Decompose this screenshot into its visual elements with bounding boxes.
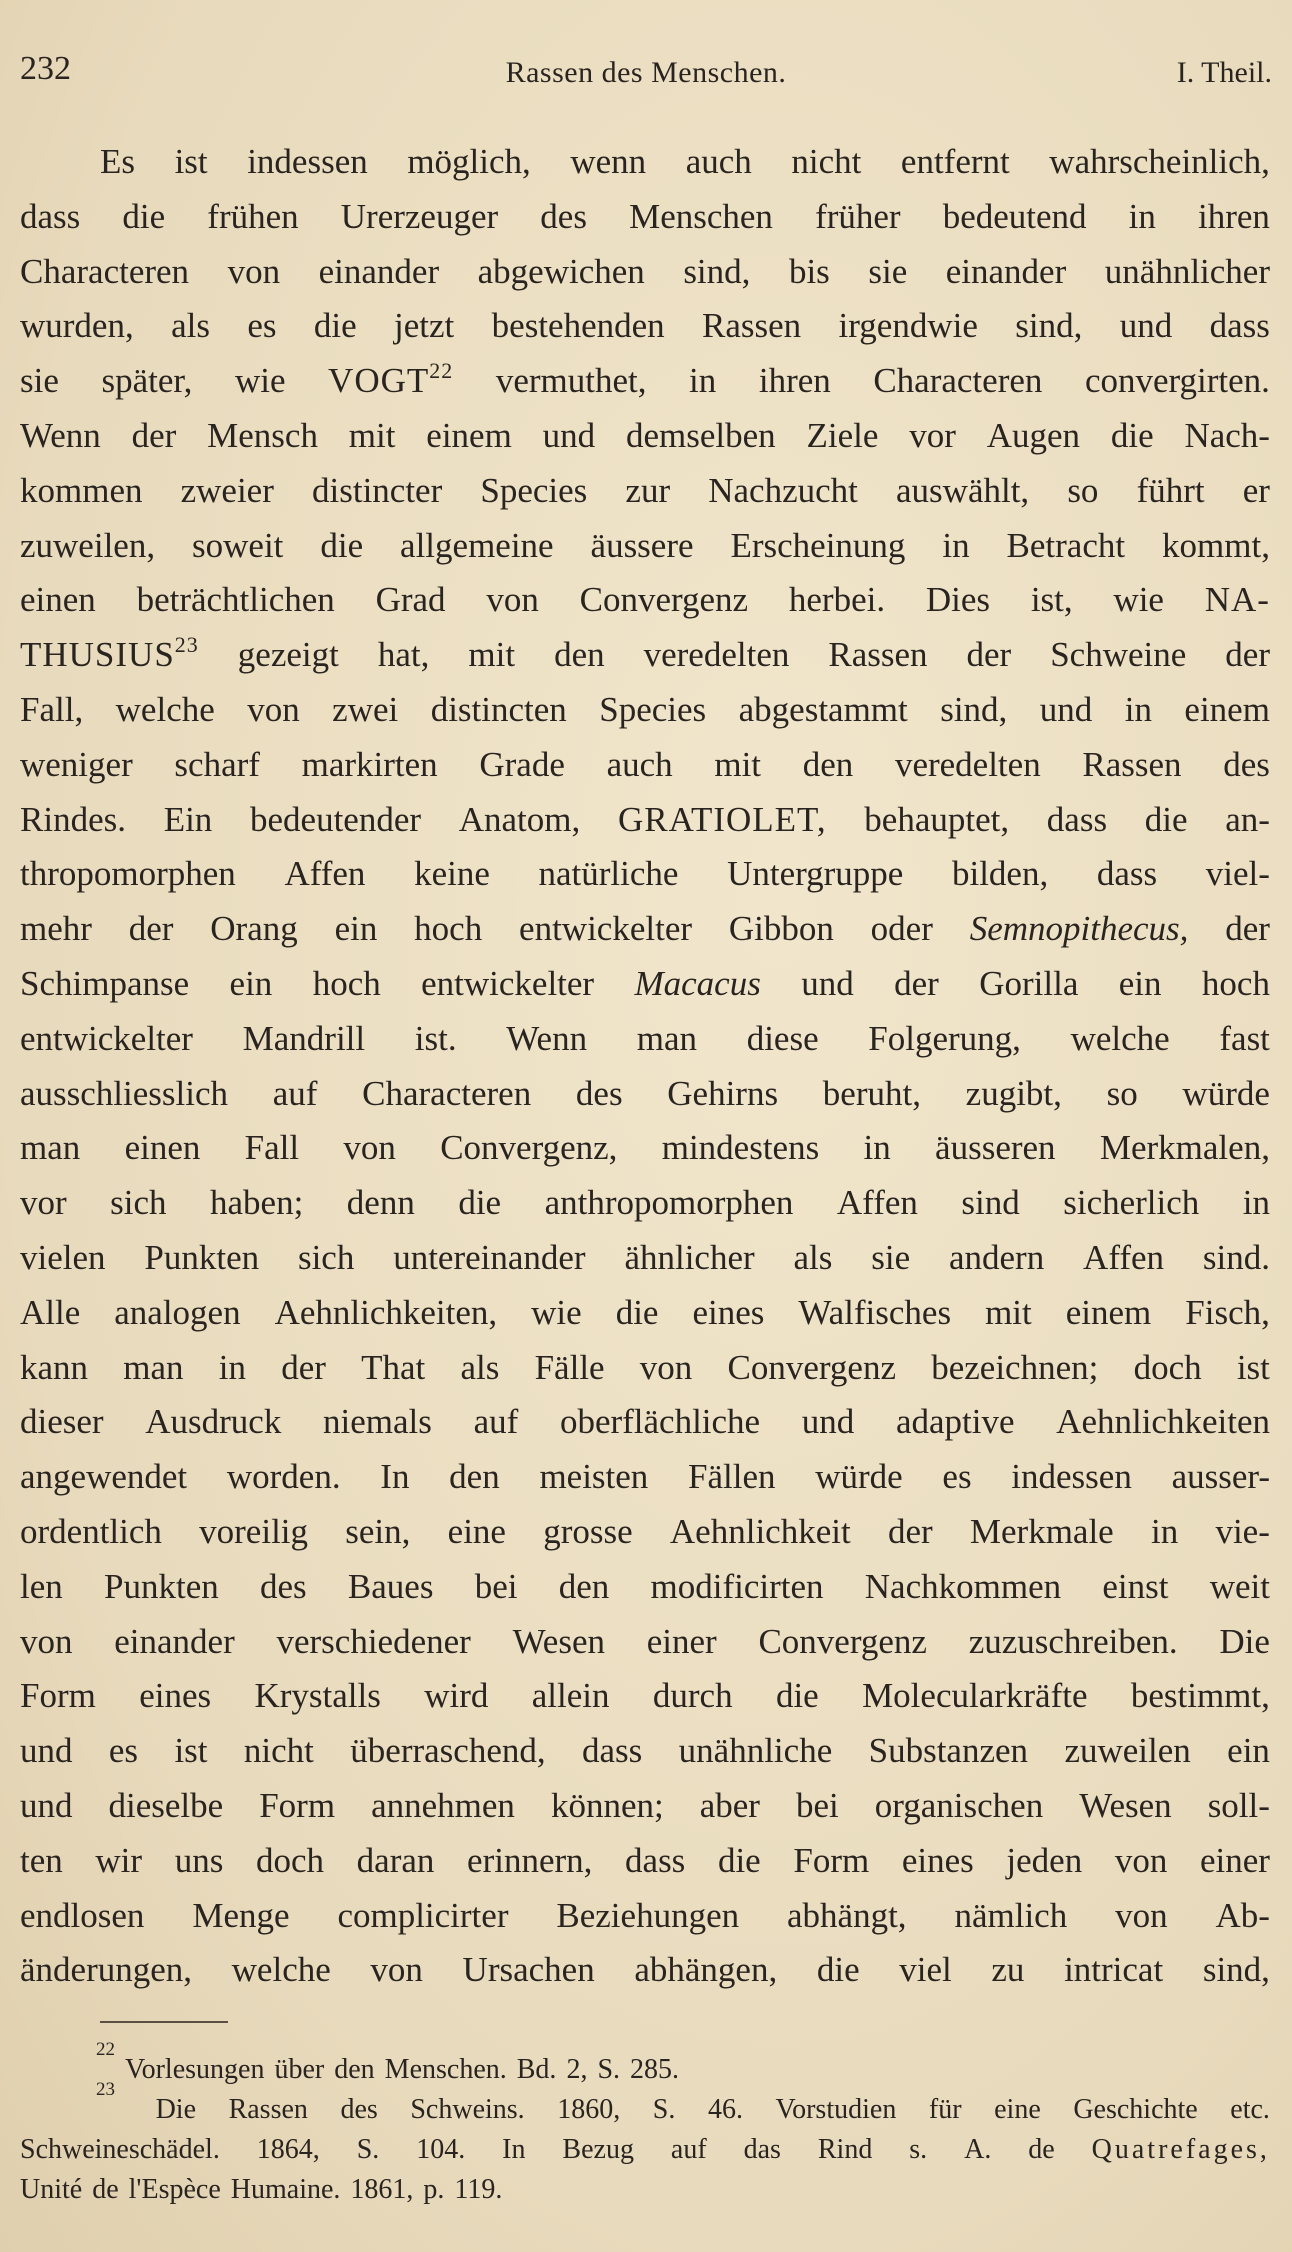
running-title: Rassen des Menschen. — [505, 56, 787, 89]
text-line: endlosen Menge complicirter Beziehungen abhängt, nämlich von Ab- — [20, 1895, 1270, 1935]
text-line: ten wir uns doch daran erinnern, dass die Form eines jeden von einer — [20, 1840, 1270, 1880]
text-line: THUSIUS$^{23}$ gezeigt hat, mit den veredelten Rassen der Schweine der — [20, 632, 1270, 675]
page-number: 232 — [20, 50, 71, 87]
text-line: Wenn der Mensch mit einem und demselben Ziele vor Augen die Nach- — [20, 415, 1270, 455]
text-line: entwickelter Mandrill ist. Wenn man diese Folgerung, welche fast — [20, 1018, 1270, 1058]
text-line: thropomorphen Affen keine natürliche Untergruppe bilden, dass viel- — [20, 854, 1270, 894]
text-line: ordentlich voreilig sein, eine grosse Aehnlichkeit der Merkmale in vie- — [20, 1511, 1270, 1551]
part-label: I. Theil. — [1176, 56, 1272, 89]
text-line: und dieselbe Form annehmen können; aber bei organischen Wesen soll- — [20, 1785, 1270, 1825]
footnote-line: Schweineschädel. 1864, S. 104. In Bezug auf das Rind s. A. de Quatrefages, — [20, 2134, 1270, 2165]
text-line: Form eines Krystalls wird allein durch die Molecularkräfte bestimmt, — [20, 1676, 1270, 1716]
text-line: weniger scharf markirten Grade auch mit den veredelten Rassen des — [20, 744, 1270, 784]
text-line: Characteren von einander abgewichen sind, bis sie einander unähnlicher — [20, 251, 1270, 291]
text-line: dieser Ausdruck niemals auf oberflächliche und adaptive Aehnlichkeiten — [20, 1402, 1270, 1442]
text-line: man einen Fall von Convergenz, mindestens in äusseren Merkmalen, — [20, 1128, 1270, 1168]
text-line: Fall, welche von zwei distincten Species abgestammt sind, und in einem — [20, 689, 1270, 729]
text-line: kommen zweier distincter Species zur Nachzucht auswählt, so führt er — [20, 470, 1270, 510]
text-line: Alle analogen Aehnlichkeiten, wie die eines Walfisches mit einem Fisch, — [20, 1292, 1270, 1332]
footnote-line: 23 Die Rassen des Schweins. 1860, S. 46. Vorstudien für eine Geschichte etc. — [96, 2079, 1270, 2125]
text-line: angewendet worden. In den meisten Fällen würde es indessen ausser- — [20, 1457, 1270, 1497]
text-line: vielen Punkten sich untereinander ähnlicher als sie andern Affen sind. — [20, 1237, 1270, 1277]
text-line: von einander verschiedener Wesen einer Convergenz zuzuschreiben. Die — [20, 1621, 1270, 1661]
text-line: und es ist nicht überraschend, dass unähnliche Substanzen zuweilen ein — [20, 1731, 1270, 1771]
footnote-rule — [100, 2021, 228, 2023]
text-line: einen beträchtlichen Grad von Convergenz herbei. Dies ist, wie NA- — [20, 580, 1270, 620]
page-header — [20, 50, 1272, 100]
text-line: vor sich haben; denn die anthropomorphen Affen sind sicherlich in — [20, 1183, 1270, 1223]
text-line: Schimpanse ein hoch entwickelter Macacus und der Gorilla ein hoch — [20, 963, 1270, 1003]
text-line: änderungen, welche von Ursachen abhängen, die viel zu intricat sind, — [20, 1950, 1270, 1990]
text-line: zuweilen, soweit die allgemeine äussere Erscheinung in Betracht kommt, — [20, 525, 1270, 565]
footnote-line: 22 Vorlesungen über den Menschen. Bd. 2, S. 285. — [96, 2039, 680, 2085]
text-line: Es ist indessen möglich, wenn auch nicht entfernt wahrscheinlich, — [100, 142, 1270, 181]
text-line: Rindes. Ein bedeutender Anatom, GRATIOLET, behauptet, dass die an- — [20, 799, 1270, 839]
body-text — [20, 135, 1270, 1998]
text-line: mehr der Orang ein hoch entwickelter Gibbon oder Semnopithecus, der — [20, 909, 1270, 949]
text-line: sie später, wie VOGT$^{22}$ vermuthet, in ihren Characteren convergirten. — [20, 358, 1270, 401]
text-line: wurden, als es die jetzt bestehenden Rassen irgendwie sind, und dass — [20, 306, 1270, 346]
footnotes — [20, 2039, 1270, 2210]
footnote-line: Unité de l'Espèce Humaine. 1861, p. 119. — [20, 2174, 503, 2205]
text-line: kann man in der That als Fälle von Convergenz bezeichnen; doch ist — [20, 1347, 1270, 1387]
text-line: len Punkten des Baues bei den modificirten Nachkommen einst weit — [20, 1566, 1270, 1606]
text-line: ausschliesslich auf Characteren des Gehirns beruht, zugibt, so würde — [20, 1073, 1270, 1113]
text-line: dass die frühen Urerzeuger des Menschen früher bedeutend in ihren — [20, 196, 1270, 236]
